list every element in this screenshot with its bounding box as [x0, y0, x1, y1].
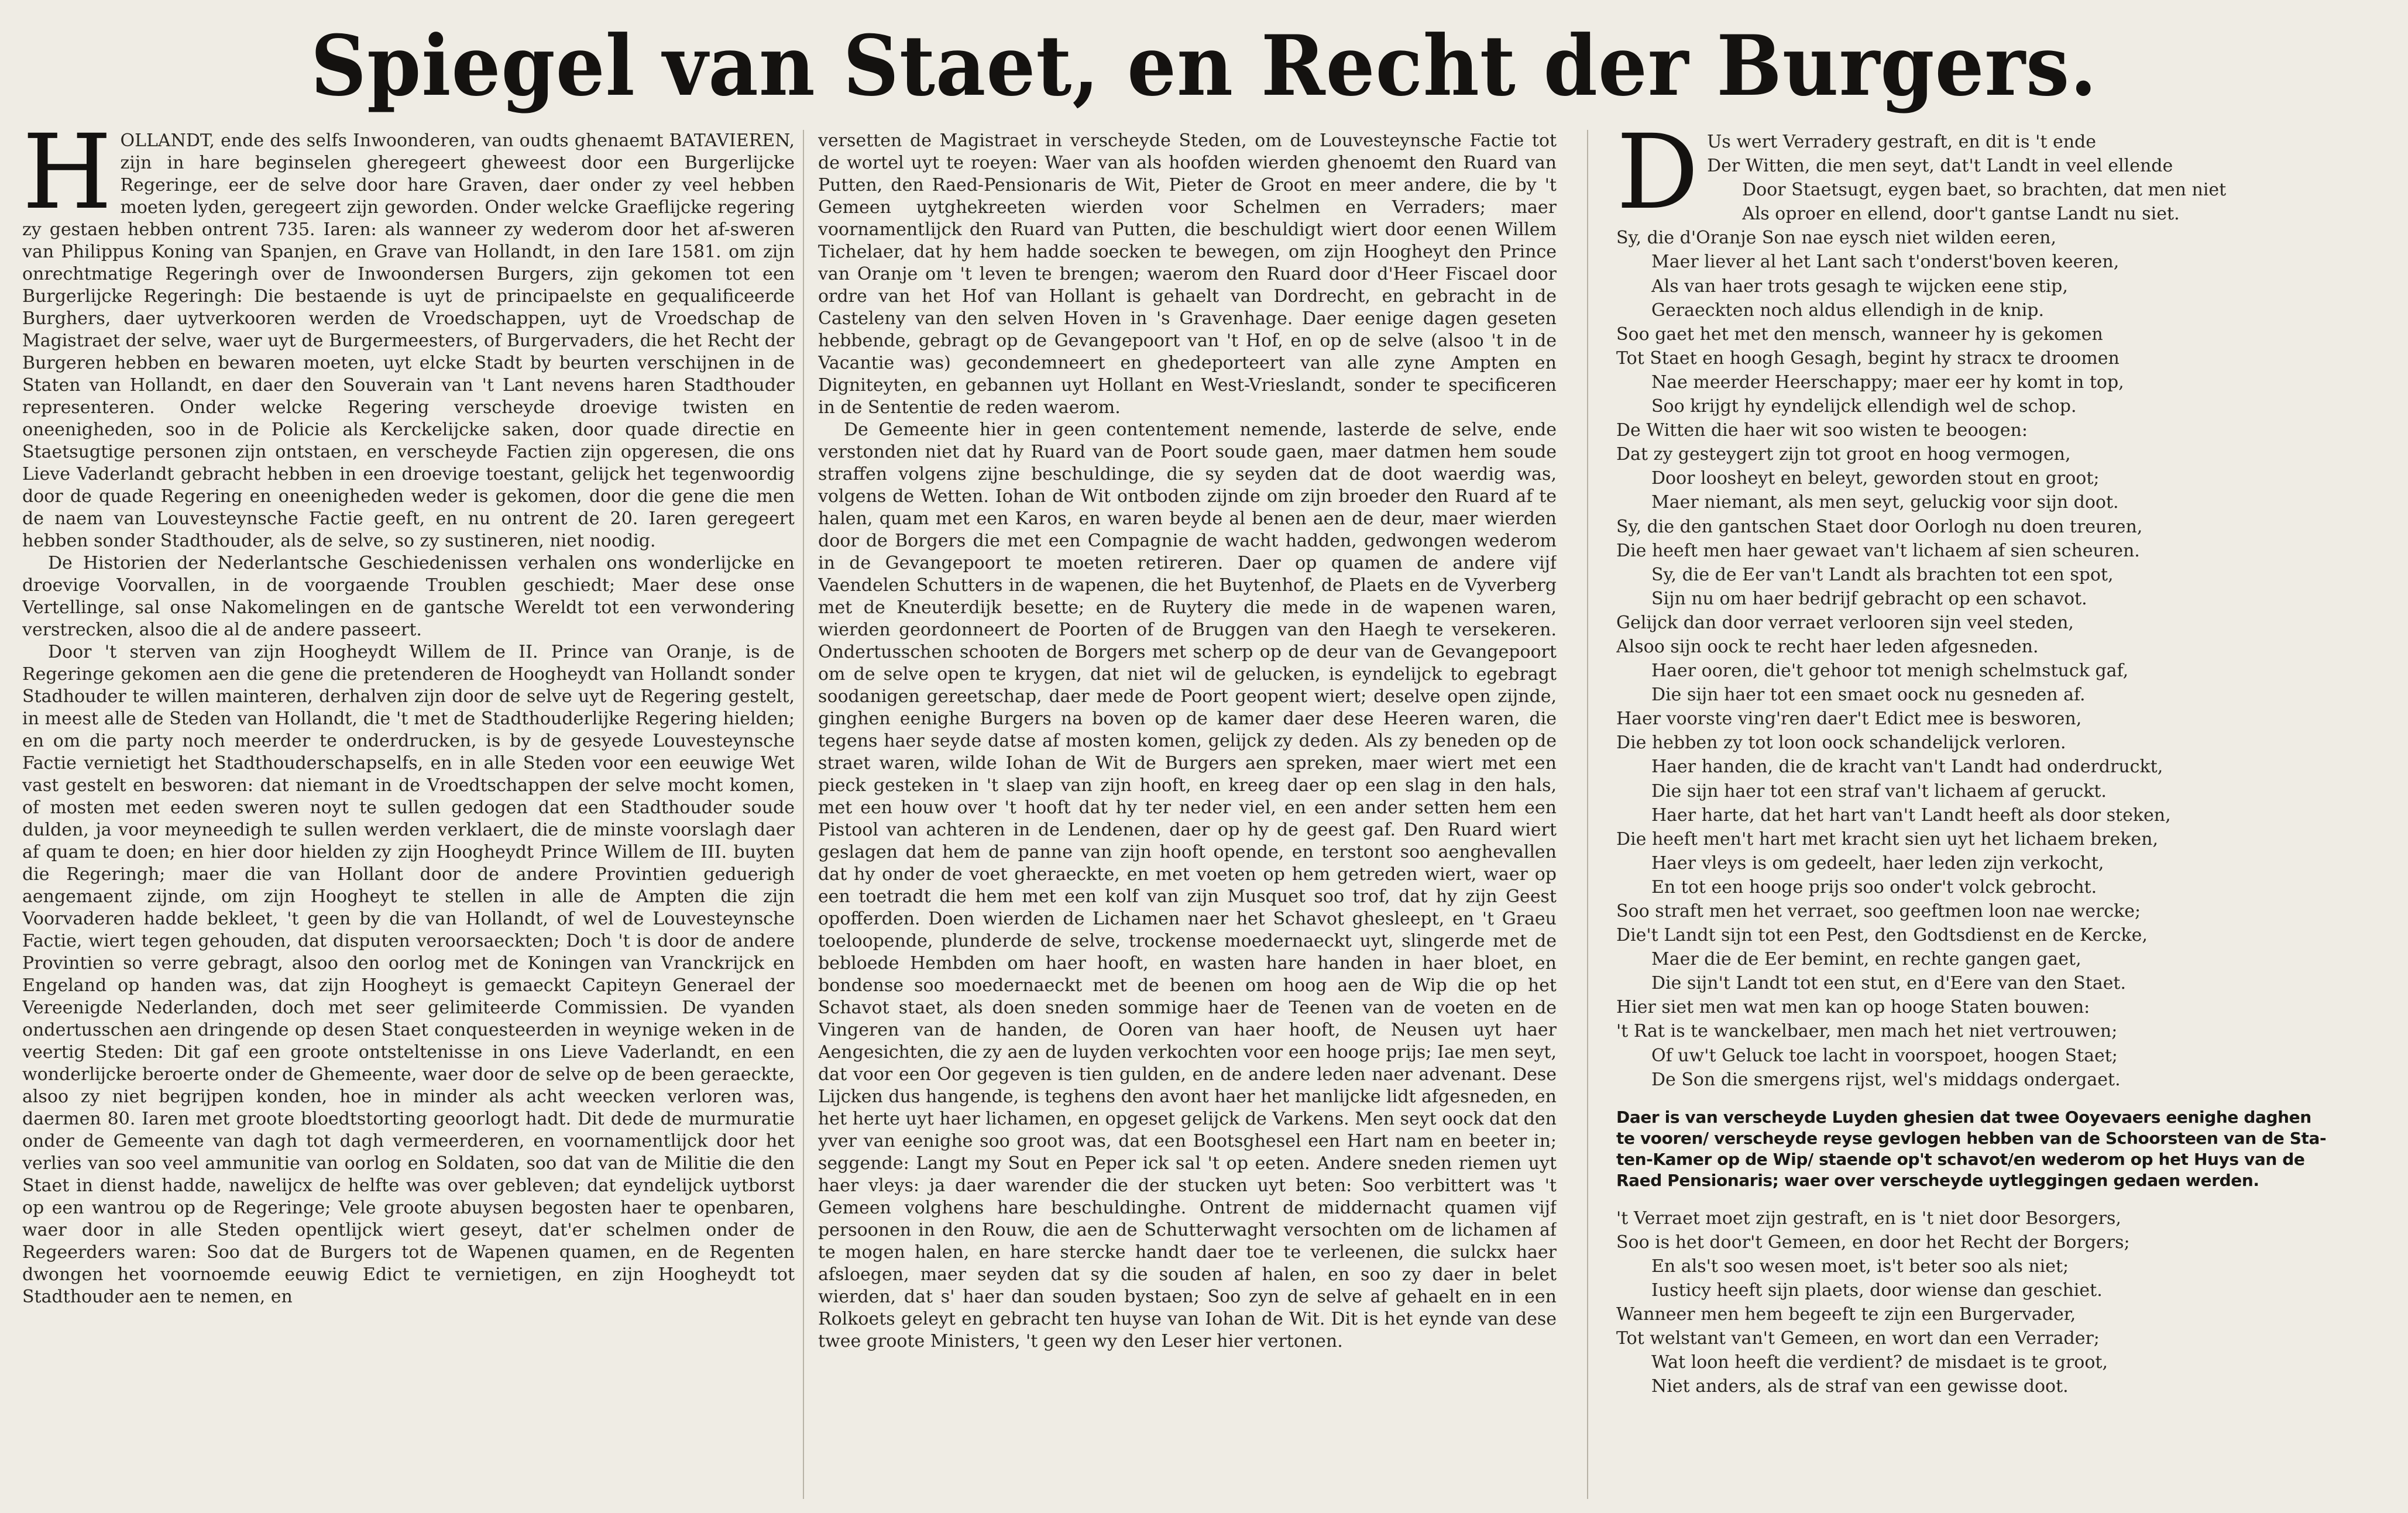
verse-line: Iusticy heeft sijn plaets, door wiense dan geschiet.	[1651, 1280, 2103, 1301]
verse-line: Maer liever al het Lant sach t'onderst'boven keeren,	[1651, 252, 2120, 273]
poem-stanza-1	[1616, 130, 2389, 1092]
verse-line: Sy, die den gantschen Staet door Oorlogh nu doen treuren,	[1616, 516, 2143, 537]
verse-line: Gelijck dan door verraet verlooren sijn veel steden,	[1616, 612, 2074, 633]
paragraph: OLLANDT, ende des selfs Inwoonderen, van oudts ghenaemt BATAVIEREN, zijn in hare beginselen gheregeert gheweest door een Burgerlijcke Regeringe, eer de selve door hare Graven, daer onder zy veel hebben moeten lyden, geregeert zijn geworden. Onder welcke Graeflijcke regering zy gestaen hebben ontrent 735. Iaren: als wanneer zy wederom door het af-sweren van Philippus Koning van Spanjen, en Grave van Hollandt, in den Iare 1581. om zijn onrechtmatige Regeringh over de Inwoondersen Burgers, zijn gekomen tot een Burgerlijcke Regeringh: Die bestaende is uyt de principaelste en gequalificeerde Burghers, daer uytverkooren werden de Vroedschappen, uyt de Vroedschap de Magistraet der selve, waer uyt de Burgermeesters, of Burgervaders, die het Recht der Burgeren hebben en bewaren moeten, uyt elcke Stadt by beurten verschijnen in de Staten van Hollandt, en daer den Souverain van 't Lant nevens haren Stadthouder representeren. Onder welcke Regering verscheyde droevige twisten en oneenigheden, soo in de Policie als Kerckelijcke saken, door quade directie en Staetsugtige personen zijn ontstaen, en verscheyde Factien zijn opgeresen, die ons Lieve Vaderlandt gebracht hebben in een droevige toestant, gelijck het tegenwoordig door de quade Regering en oneenigheden weder is gekomen, door die gene die men de naem van Louvesteynsche Factie geeft, en nu ontrent de 20. Iaren geregeert hebben sonder Stadthouder, als de selve, so zy sustineren, niet noodig.	[22, 130, 795, 551]
verse-line: Niet anders, als de straf van een gewisse doot.	[1651, 1376, 2069, 1397]
verse-line: Tot Staet en hoogh Gesagh, begint hy stracx te droomen	[1616, 348, 2120, 369]
verse-line: Die heeft men haer gewaet van't lichaem af sien scheuren.	[1616, 540, 2140, 561]
verse-line: 't Rat is te wanckelbaer, men mach het niet vertrouwen;	[1616, 1021, 2118, 1042]
verse-line: Haer handen, die de kracht van't Landt had onderdruckt,	[1651, 756, 2163, 778]
column-middle	[818, 130, 1557, 1505]
verse-line: En tot een hooge prijs soo onder't volck gebrocht.	[1651, 876, 2097, 898]
verse-line: Die hebben zy tot loon oock schandelijck verloren.	[1616, 733, 2066, 754]
verse-line: Geraeckten noch aldus ellendigh in de knip.	[1651, 300, 2044, 321]
verse-line: De Son die smergens rijst, wel's middags ondergaet.	[1651, 1069, 2121, 1090]
page-title: Spiegel van Staet, en Recht der Burgers.	[310, 18, 2098, 115]
verse-line: Soo krijgt hy eyndelijck ellendigh wel de schop.	[1651, 396, 2077, 417]
verse-line: Sijn nu om haer bedrijf gebracht op een schavot.	[1651, 588, 2087, 609]
poem-stanza-2	[1616, 1206, 2389, 1399]
stork-notice	[1616, 1107, 2389, 1191]
verse-line: Of uw't Geluck toe lacht in voorspoet, hoogen Staet;	[1651, 1045, 2118, 1066]
verse-line: Soo is het door't Gemeen, en door het Recht der Borgers;	[1616, 1232, 2130, 1253]
verse-line: Haer voorste ving'ren daer't Edict mee is besworen,	[1616, 709, 2082, 730]
verse-line: Die sijn haer tot een straf van't lichaem af geruckt.	[1651, 780, 2107, 802]
paragraph: versetten de Magistraet in verscheyde Steden, om de Louvesteynsche Factie tot de wortel uyt te roeyen: Waer van als hoofden wierden ghenoemt den Ruard van Putten, den Raed-Pensionaris de Wit, Pieter de Groot en meer andere, die by 't Gemeen uytghekreeten wierden voor Schelmen en Verraders; maer voornamentlijck den Ruard van Putten, die beschuldigt wiert door eenen Willem Tichelaer, dat hy hem hadde soecken te bewegen, om zijn Hoogheyt den Prince van Oranje om 't leven te brengen; waerom den Ruard door d'Heer Fiscael door ordre van het Hof van Hollant is gehaelt van Dordrecht, en gebracht in de Casteleny van den selven Hoven in 's Gravenhage. Daer eenige dagen geseten hebbende, gebragt op de Gevangepoort van 't Hof, en op de selve (alsoo 't in de Vacantie was) gecondemneert en ghedeporteert van alle zyne Ampten en Digniteyten, en gebannen uyt Hollant en West-Vrieslandt, sonder te specificeren in de Sententie de reden waerom.	[818, 130, 1557, 418]
verse-line: De Witten die haer wit soo wisten te beoogen:	[1616, 420, 2028, 441]
column-divider-right	[1587, 130, 1588, 1499]
verse-line: Soo gaet het met den mensch, wanneer hy is gekomen	[1616, 324, 2103, 345]
notice-line: te vooren/ verscheyde reyse gevlogen hebben van de Schoorsteen van de Sta-	[1616, 1128, 2327, 1148]
verse-line: Us wert Verradery gestraft, en dit is 't ende	[1707, 132, 2096, 152]
paragraph: Door 't sterven van zijn Hoogheydt Willem de II. Prince van Oranje, is de Regeringe gekomen aen die gene die pretenderen de Hoogheydt van Hollandt sonder Stadhouder te willen mainteren, derhalven zijn door de selve uyt de Regering gestelt, in meest alle de Steden van Hollandt, die 't met de Stadthouderlijke Regering hielden; en om die party noch meerder te onderdrucken, is by de gesyede Louvesteynsche Factie vernietigt het Stadthouderschapselfs, en in alle Steden voor een eeuwige Wet vast gestelt en besworen: dat niemant in de Vroedtschappen der selve mocht komen, of mosten met eeden sweren noyt te sullen gedogen dat een Stadthouder soude dulden, ja voor meyneedigh te sullen werden verklaert, die de minste voorslagh daer af quam te doen; en hier door hielden zy zijn Hoogheydt Prince Willem de III. buyten die Regeringh; maer die van Hollant door de andere Provintien geduerigh aengemaent zijnde, om zijn Hoogheyt te stellen in alle de Ampten die zijn Voorvaderen hadde bekleet, 't geen by die van Hollandt, of wel de Louvesteynsche Factie, wiert tegen gehouden, dat disputen veroorsaeckten; Doch 't is door de andere Provintien so verre gebragt, alsoo den oorlog met de Koningen van Vranckrijck en Engeland op handen was, dat zijn Hoogheyt is gemaeckt Capiteyn Generael der Vereenigde Nederlanden, doch met seer gelimiteerde Commissien. De vyanden ondertusschen aen dringende op desen Staet conquesteerden in weynige weken in de veertig Steden: Dit gaf een groote ontsteltenisse in ons Lieve Vaderlandt, en een wonderlijcke beroerte onder de Ghemeente, waer door de selve op de been geraeckte, alsoo zy niet begrijpen konden, hoe in minder als acht weecken verloren was, daermen 80. Iaren met groote bloedtstorting geoorlogt hadt. Dit dede de murmuratie onder de Gemeente van dagh tot dagh vermeerderen, en voornamentlijck door het verlies van soo veel ammunitie van oorlog en Soldaten, soo dat van de Militie die den Staet in dienst hadde, nawelijcx de helfte was over gebleven; dat eyndelijck uytborst op een wantrou op de Regeringe; Vele groote abuysen begosten haer te openbaren, waer door in alle Steden opentlijck wiert geseyt, dat'er schelmen onder de Regeerders waren: Soo dat de Burgers tot de Wapenen quamen, en de Regenten dwongen het voornoemde eeuwig Edict te vernietigen, en zijn Hoogheydt tot Stadthouder aen te nemen, en	[22, 642, 795, 1307]
drop-capital-h: H	[22, 130, 112, 232]
drop-capital-d: D	[1616, 130, 1699, 232]
column-right	[1616, 130, 2389, 1505]
verse-line: Haer vleys is om gedeelt, haer leden zijn verkocht,	[1651, 852, 2104, 874]
verse-line: Die sijn haer tot een smaet oock nu gesneden af.	[1651, 685, 2086, 706]
verse-line: Maer die de Eer bemint, en rechte gangen gaet,	[1651, 949, 2081, 970]
verse-line: Nae meerder Heerschappy; maer eer hy komt in top,	[1651, 372, 2124, 393]
verse-line: Soo straft men het verraet, soo geeftmen loon nae wercke;	[1616, 901, 2141, 921]
notice-line: Raed Pensionaris; waer over verscheyde uytleggingen gedaen werden.	[1616, 1170, 2259, 1190]
verse-line: Haer harte, dat het hart van't Landt heeft als door steken,	[1651, 804, 2171, 826]
verse-line: Als van haer trots gesagh te wijcken eene stip,	[1651, 276, 2068, 297]
verse-line: Alsoo sijn oock te recht haer leden afgesneden.	[1616, 636, 2039, 657]
notice-line: ten-Kamer op de Wip/ staende op't schavot/en wederom op het Huys van de	[1616, 1149, 2305, 1169]
verse-line: Dat zy gesteygert zijn tot groot en hoog vermogen,	[1616, 444, 2071, 465]
verse-line: Tot welstant van't Gemeen, en wort dan een Verrader;	[1616, 1328, 2100, 1349]
verse-line: Haer ooren, die't gehoor tot menigh schelmstuck gaf,	[1651, 661, 2129, 682]
verse-line: Hier siet men wat men kan op hooge Staten bouwen:	[1616, 997, 2090, 1018]
verse-line: 't Verraet moet zijn gestraft, en is 't niet door Besorgers,	[1616, 1208, 2121, 1229]
prose-middle	[818, 130, 1557, 1353]
verse-line: Die heeft men't hart met kracht sien uyt het lichaem breken,	[1616, 828, 2159, 850]
column-divider-left	[803, 130, 804, 1499]
verse-line: Door Staetsugt, eygen baet, so brachten, dat men niet	[1742, 180, 2227, 201]
paragraph: De Historien der Nederlantsche Geschiedenissen verhalen ons wonderlijcke en droevige Voorvallen, in de voorgaende Troublen geschiedt; Maer dese onse Vertellinge, sal onse Nakomelingen en de gantsche Wereldt tot een verwondering verstrecken, alsoo die al de andere passeert.	[22, 553, 795, 640]
column-left	[22, 130, 795, 1505]
verse-line: Als oproer en ellend, door't gantse Landt nu siet.	[1742, 204, 2180, 225]
paragraph: De Gemeente hier in geen contentement nemende, lasterde de selve, ende verstonden niet dat hy Ruard van de Poort soude gaen, maer datmen hem soude straffen volgens zijne beschuldinge, die sy seyden dat de doot waerdig was, volgens de Wetten. Iohan de Wit ontboden zijnde om zijn broeder den Ruard af te halen, quam met een Karos, en waren beyde al benen aen de deur, maer wierden door de Borgers die met een Compagnie de wacht hadden, gedwongen wederom in de Gevangepoort te moeten retireren. Daer op quamen de andere vijf Vaendelen Schutters in de wapenen, die het Buytenhof, de Plaets en de Vyverberg met de Kneuterdijk besette; en de Ruytery die mede in de wapenen waren, wierden geordonneert de Poorten of de Bruggen van den Haegh te versekeren. Ondertusschen schooten de Borgers met scherp op de deur van de Gevangepoort om de selve open te krygen, dat niet wil de gelucken, is eyndelijck to egebragt soodanigen gereetschap, daer mede de Poort geopent wiert; deselve open zijnde, ginghen eenighe Burgers na boven op de kamer daer dese Heeren waren, die tegens haer seyde datse af mosten komen, gelijck zy deden. Als zy beneden op de straet waren, wilde Iohan de Wit de Burgers aen spreken, maer wiert met een pieck gesteken in 't slaep van zijn hooft, en kreeg daer op een slag in den hals, met een houw over 't hooft dat hy ter neder viel, en een ander setten hem een Pistool van achteren in de Lendenen, daer op hy de geest gaf. Den Ruard wiert geslagen dat hem de panne van zijn hooft opende, en terstont soo aenghevallen dat hy onder de voet gheraeckte, en met voeten op hem getreden wiert, waer op een toetradt die hem met een kolf van zijn Musquet soo trof, dat hy zijn Geest opofferden. Doen wierden de Lichamen naer het Schavot ghesleept, en 't Graeu toeloopende, plunderde de selve, trockense moedernaeckt uyt, slingerde met de bebloede Hembden om haer hooft, en wasten hare handen in haer bloet, en bondense soo moedernaeckt met de beenen om hoog aen de Wip die op het Schavot staet, als doen sneden sommige haer de Teenen van de voeten en de Vingeren van de handen, de Ooren van haer hooft, de Neusen uyt haer Aengesichten, die zy aen de luyden verkochten voor een hooge prijs; Iae men seyt, dat voor een Oor gegeven is tien gulden, en de andere leden naer advenant. Dese Lijcken dus hangende, is teghens den avont haer het manlijcke lidt afgesneden, en het herte uyt haer lichamen, en opgeset gelijck de Varkens. Men seyt oock dat den yver van eenighe soo groot was, dat een Bootsghesel een Hart nam en beeter in; seggende: Langt my Sout en Peper ick sal 't op eeten. Andere sneden riemen uyt haer vleys: ja daer warender die der stucken uyt beten: Soo verbittert was 't Gemeen volghens hare beschuldinghe. Ontrent de middernacht quamen vijf persoonen in den Rouw, die aen de Schutterwaght versochten om de lichamen af te mogen halen, en hare stercke handt daer toe te verleenen, die sulckx haer afsloegen, maer seyden dat sy die souden af halen, en soo zy daer in belet wierden, dat s' haer dan souden bystaen; Soo zyn de selve af gehaelt en in een Rolkoets geleyt en gebracht ten huyse van Iohan de Wit. Dit is het eynde van dese twee groote Ministers, 't geen wy den Leser hier vertonen.	[818, 419, 1557, 1352]
verse-line: Wanneer men hem begeeft te zijn een Burgervader,	[1616, 1304, 2076, 1325]
verse-line: Wat loon heeft die verdient? de misdaet is te groot,	[1651, 1352, 2108, 1373]
verse-line: Maer niemant, als men seyt, geluckig voor sijn doot.	[1651, 492, 2119, 513]
verse-line: Sy, die d'Oranje Son nae eysch niet wilden eeren,	[1616, 228, 2056, 249]
prose-left	[22, 130, 795, 1308]
verse-line: Die't Landt sijn tot een Pest, den Godtsdienst en de Kercke,	[1616, 925, 2148, 946]
notice-line: Daer is van verscheyde Luyden ghesien dat twee Ooyevaers eenighe daghen	[1616, 1107, 2311, 1127]
verse-line: En als't soo wesen moet, is't beter soo als niet;	[1651, 1256, 2069, 1277]
verse-line: Sy, die de Eer van't Landt als brachten tot een spot,	[1651, 564, 2114, 585]
verse-line: Die sijn't Landt tot een stut, en d'Eere van den Staet.	[1651, 973, 2126, 994]
verse-line: Door loosheyt en beleyt, geworden stout en groot;	[1651, 468, 2100, 489]
verse-line: Der Witten, die men seyt, dat't Landt in veel ellende	[1707, 156, 2173, 177]
